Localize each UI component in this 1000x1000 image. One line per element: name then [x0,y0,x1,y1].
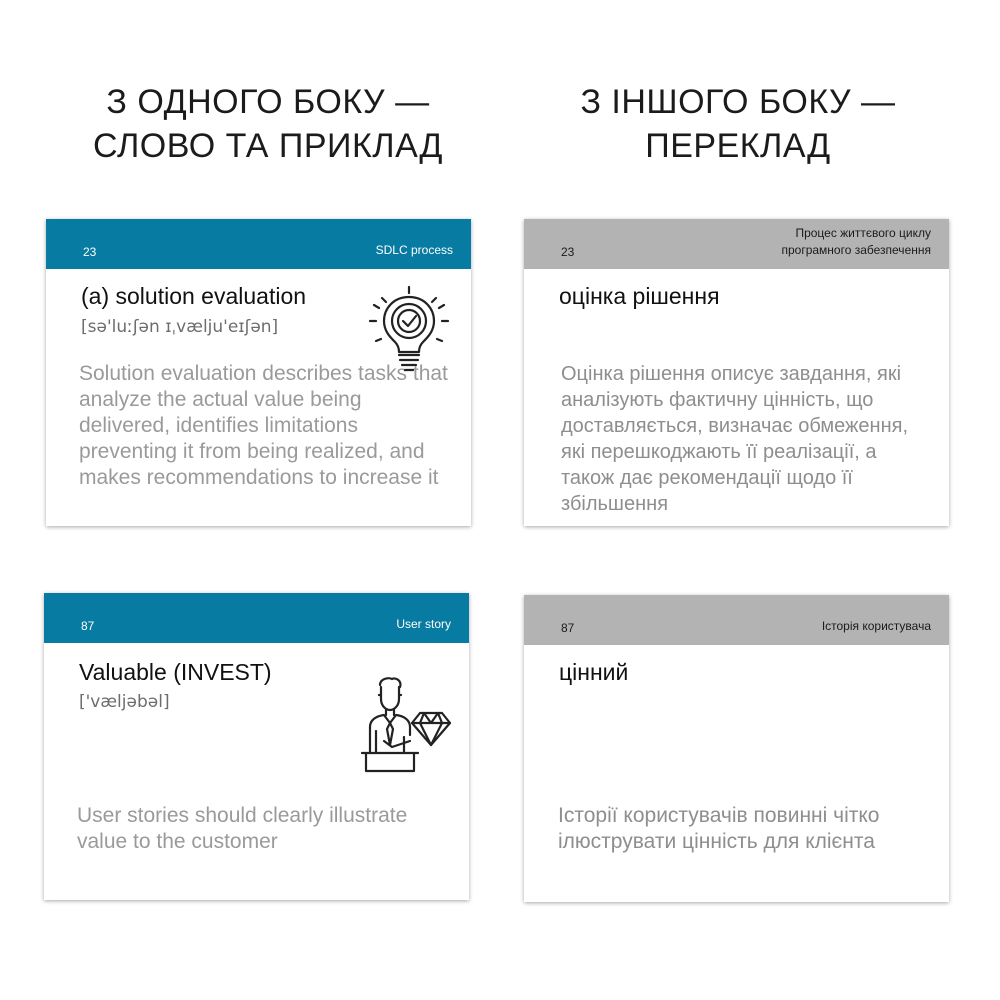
card-term: (a) solution evaluation [81,283,307,309]
heading-line: З ІНШОГО БОКУ — [580,83,896,121]
card-topic: SDLC process [375,243,453,257]
lightbulb-check-icon [362,281,456,375]
card-header [44,593,469,643]
flashcard-front-solution-evaluation [46,219,471,526]
card-pronunciation: [sə'luːʃən ɪˌvælju'eɪʃən] [81,317,279,337]
card-number: 87 [81,619,95,633]
card-description: Solution evaluation describes tasks that analyze the actual value being delivered, identifies limitations preventing it from being realized, and makes recommendations to increase it [79,362,448,489]
card-number: 87 [561,621,575,635]
card-term: Valuable (INVEST) [79,659,272,685]
heading-line: ПЕРЕКЛАД [645,127,831,165]
card-topic: Історія користувача [821,619,931,633]
card-topic: User story [396,617,451,631]
heading-line: СЛОВО ТА ПРИКЛАД [93,127,443,165]
card-topic-line: програмного забезпечення [781,243,931,257]
flashcard-back-solution-evaluation [524,219,949,526]
card-number: 23 [561,245,575,259]
card-term: цінний [559,659,629,685]
flashcard-back-valuable [524,595,949,902]
heading-front-side [58,80,478,168]
businessman-diamond-icon [358,675,454,775]
card-header [524,595,949,645]
card-term: оцінка рішення [559,283,720,309]
card-topic [781,225,931,259]
card-description: Історії користувачів повинні чітко ілюструвати цінність для клієнта [558,804,880,853]
card-header [46,219,471,269]
card-header [524,219,949,269]
card-number: 23 [83,245,97,259]
card-description: Оцінка рішення описує завдання, які аналізують фактичну цінність, що доставляється, визначає обмеження, які перешкоджають її реалізації, а також дає рекомендації щодо її збільшення [561,363,909,515]
card-pronunciation: ['væljəbəl] [79,692,170,712]
heading-back-side [528,80,948,168]
heading-line: З ОДНОГО БОКУ — [106,83,430,121]
card-description: User stories should clearly illustrate value to the customer [77,804,408,853]
flashcard-front-valuable [44,593,469,900]
card-topic-line: Процес життєвого циклу [795,226,931,240]
